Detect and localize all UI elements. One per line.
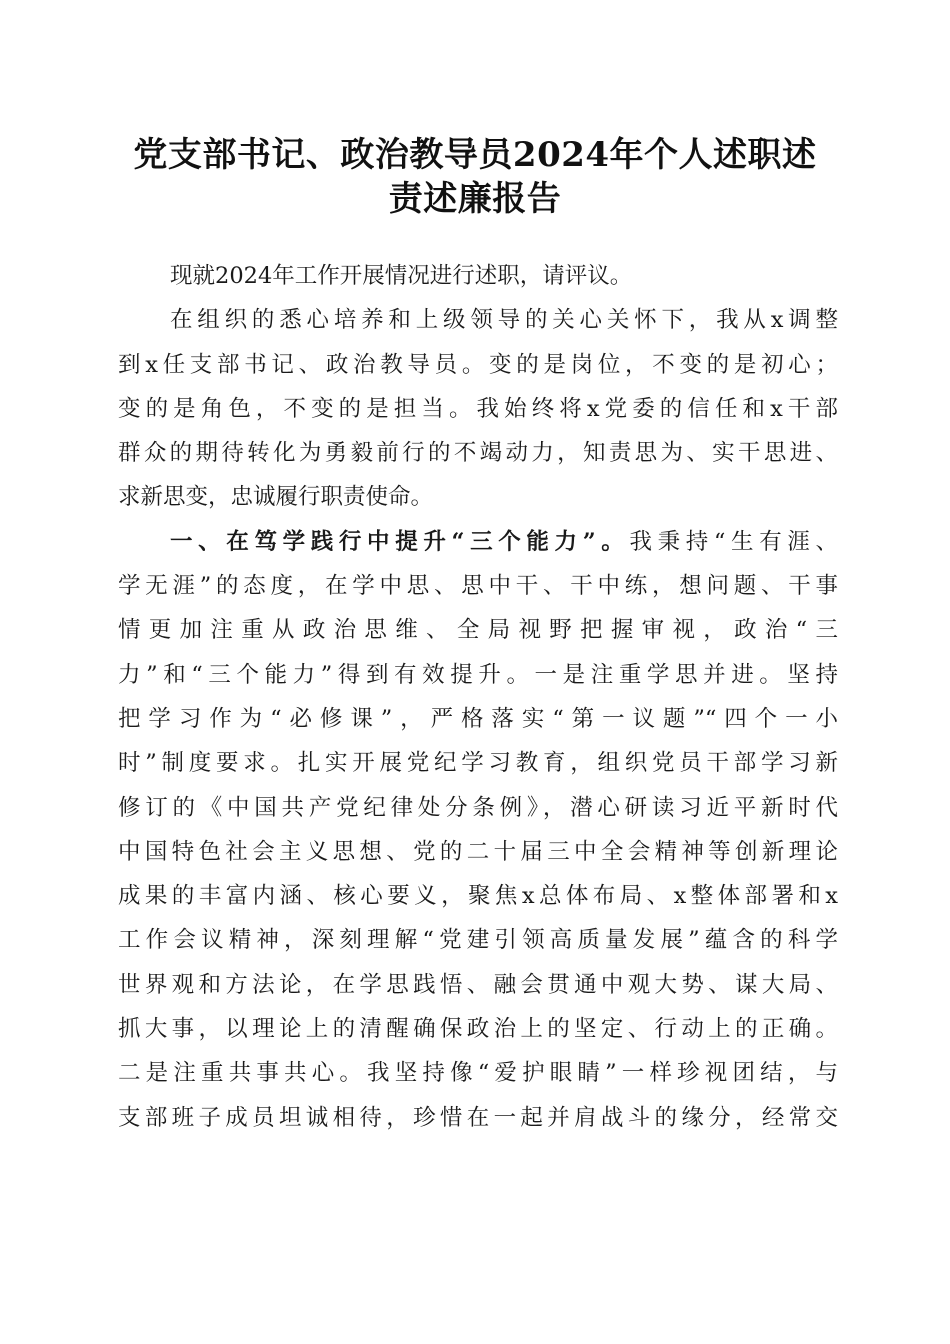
- paragraph-line: 情更加注重从政治思维、全局视野把握审视，政治“三: [118, 617, 838, 644]
- paragraph-line: 求新思变，忠诚履行职责使命。: [118, 484, 434, 511]
- paragraph-line: 二是注重共事共心。我坚持像“爱护眼睛”一样珍视团结，与: [118, 1060, 838, 1087]
- paragraph-line: 中国特色社会主义思想、党的二十届三中全会精神等创新理论: [118, 838, 838, 865]
- paragraph-line: 支部班子成员坦诚相待，珍惜在一起并肩战斗的缘分，经常交: [118, 1104, 838, 1131]
- paragraph-line: 群众的期待转化为勇毅前行的不竭动力，知责思为、实干思进、: [118, 440, 838, 467]
- paragraph-line: 变的是角色，不变的是担当。我始终将x党委的信任和x干部: [118, 395, 838, 422]
- paragraph-line: 在组织的悉心培养和上级领导的关心关怀下，我从x调整: [170, 307, 838, 334]
- section-1: [118, 520, 838, 1140]
- paragraph-line: 修订的《中国共产党纪律处分条例》，潜心研读习近平新时代: [118, 794, 838, 821]
- paragraph-1: [118, 298, 838, 519]
- intro-paragraph: 现就2024年工作开展情况进行述职，请评议。: [170, 263, 633, 289]
- document-title: [100, 133, 850, 221]
- title-line-1: 党支部书记、政治教导员2024年个人述职述: [133, 135, 817, 175]
- paragraph-line: 把学习作为“必修课”，严格落实“第一议题”“四个一小: [118, 705, 838, 732]
- paragraph-line: 力”和“三个能力”得到有效提升。一是注重学思并进。坚持: [118, 661, 838, 688]
- document-body: [118, 254, 838, 1140]
- section-1-first-line-text: 我秉持“生有涯、: [629, 528, 838, 555]
- paragraph-line: 成果的丰富内涵、核心要义，聚焦x总体布局、x整体部署和x: [118, 883, 838, 910]
- paragraph-line: 时”制度要求。扎实开展党纪学习教育，组织党员干部学习新: [118, 750, 838, 777]
- section-1-heading: 一、在笃学践行中提升“三个能力”。: [170, 528, 630, 555]
- title-line-2: 责述廉报告: [388, 179, 562, 219]
- section-1-first-line: [118, 520, 838, 564]
- paragraph-line: 学无涯”的态度，在学中思、思中干、干中练，想问题、干事: [118, 573, 838, 600]
- paragraph-line: 世界观和方法论，在学思践悟、融会贯通中观大势、谋大局、: [118, 971, 838, 998]
- paragraph-line: 工作会议精神，深刻理解“党建引领高质量发展”蕴含的科学: [118, 927, 838, 954]
- paragraph-line: 到x任支部书记、政治教导员。变的是岗位，不变的是初心；: [118, 351, 838, 378]
- paragraph-line: 抓大事，以理论上的清醒确保政治上的坚定、行动上的正确。: [118, 1016, 838, 1043]
